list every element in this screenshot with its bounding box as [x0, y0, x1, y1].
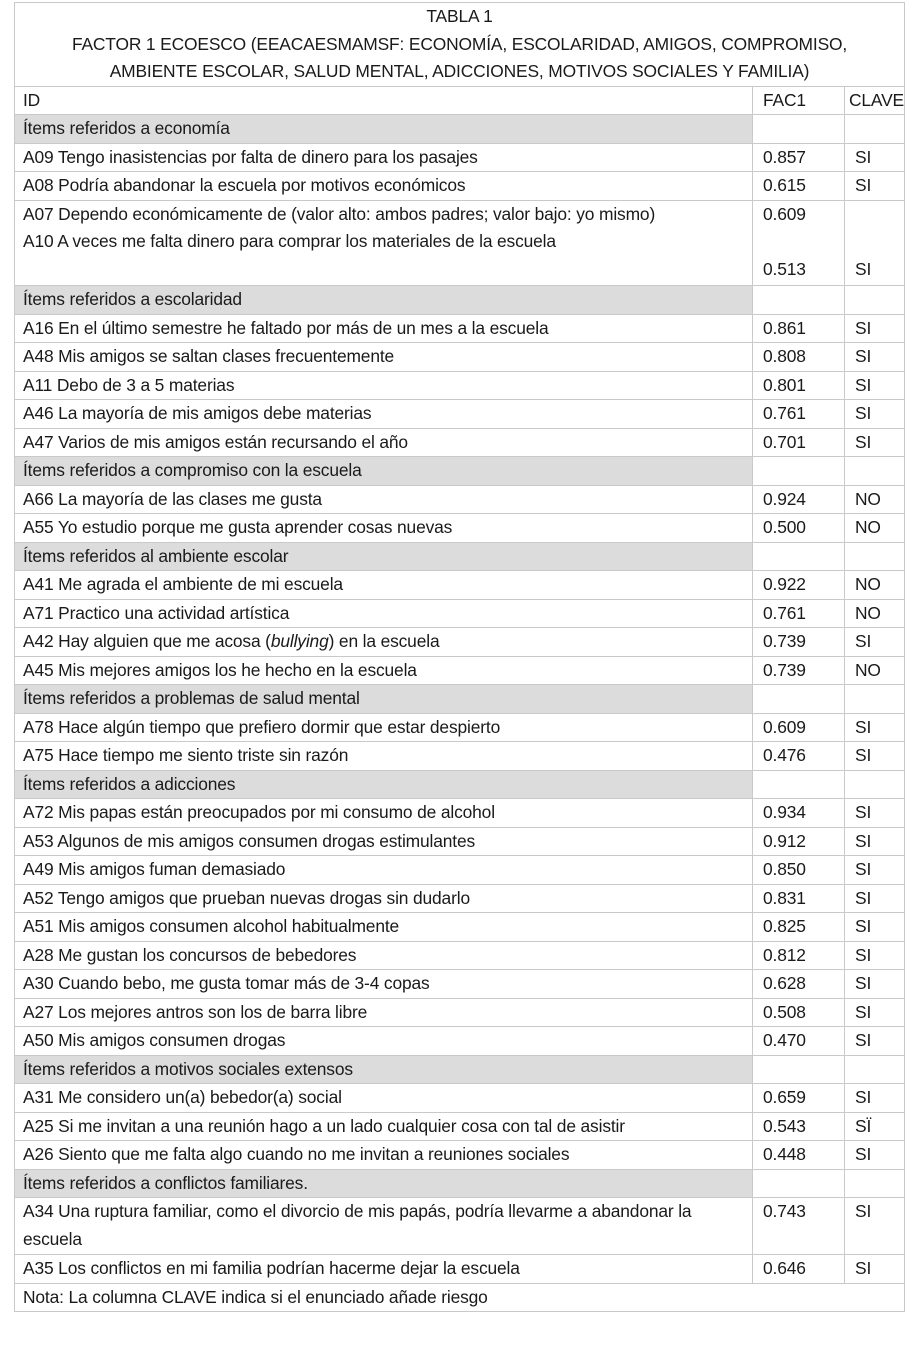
table-row — [15, 1027, 905, 1056]
section-fac-empty — [753, 457, 845, 486]
fac1-value: 0.448 — [753, 1141, 845, 1170]
section-label: Ítems referidos al ambiente escolar — [15, 542, 753, 571]
fac1-value: 0.857 — [753, 143, 845, 172]
section-fac-empty — [753, 1055, 845, 1084]
section-fac-empty — [753, 685, 845, 714]
table-row — [15, 485, 905, 514]
fac1-value: 0.500 — [753, 514, 845, 543]
fac1-value: 0.508 — [753, 998, 845, 1027]
fac1-value: 0.924 — [753, 485, 845, 514]
fac1-value: 0.801 — [753, 371, 845, 400]
item-text: A78 Hace algún tiempo que prefiero dormir que estar despierto — [15, 713, 753, 742]
fac1-value: 0.628 — [753, 970, 845, 999]
fac1-value: 0.739 — [753, 656, 845, 685]
table-row — [15, 314, 905, 343]
header-clave: CLAVE — [845, 86, 905, 115]
item-text: A11 Debo de 3 a 5 materias — [15, 371, 753, 400]
table-row — [15, 172, 905, 201]
clave-value: SI — [845, 400, 905, 429]
section-fac-empty — [753, 115, 845, 144]
table-row — [15, 998, 905, 1027]
table-row — [15, 428, 905, 457]
clave-value: NO — [845, 485, 905, 514]
item-text: A72 Mis papas están preocupados por mi consumo de alcohol — [15, 799, 753, 828]
item-text: A66 La mayoría de las clases me gusta — [15, 485, 753, 514]
clave-value: SI — [845, 1141, 905, 1170]
table-container — [14, 2, 904, 1312]
section-fac-empty — [753, 770, 845, 799]
item-text: A52 Tengo amigos que prueban nuevas drogas sin dudarlo — [15, 884, 753, 913]
fac1-value: 0.922 — [753, 571, 845, 600]
section-label: Ítems referidos a escolaridad — [15, 286, 753, 315]
fac1-value — [753, 200, 845, 286]
fac1-value: 0.812 — [753, 941, 845, 970]
table-row — [15, 143, 905, 172]
item-text: A27 Los mejores antros son los de barra libre — [15, 998, 753, 1027]
table-row — [15, 400, 905, 429]
clave-value: SI — [845, 628, 905, 657]
item-text: A71 Practico una actividad artística — [15, 599, 753, 628]
fac1-value: 0.609 — [753, 713, 845, 742]
fac1-value: 0.850 — [753, 856, 845, 885]
fac1-value: 0.934 — [753, 799, 845, 828]
item-text: A53 Algunos de mis amigos consumen drogas estimulantes — [15, 827, 753, 856]
table-row — [15, 571, 905, 600]
item-text-italic: bullying — [270, 631, 329, 651]
fac1-value: 0.646 — [753, 1255, 845, 1284]
fac1-value: 0.659 — [753, 1084, 845, 1113]
item-text-part: A42 Hay alguien que me acosa ( — [23, 631, 271, 651]
table-row — [15, 884, 905, 913]
section-label: Ítems referidos a compromiso con la escuela — [15, 457, 753, 486]
item-text: A48 Mis amigos se saltan clases frecuentemente — [15, 343, 753, 372]
item-text — [15, 628, 753, 657]
section-label: Ítems referidos a problemas de salud mental — [15, 685, 753, 714]
section-row — [15, 542, 905, 571]
item-text: A50 Mis amigos consumen drogas — [15, 1027, 753, 1056]
item-text: A51 Mis amigos consumen alcohol habitualmente — [15, 913, 753, 942]
section-row — [15, 457, 905, 486]
table-row — [15, 1084, 905, 1113]
fac1-value: 0.476 — [753, 742, 845, 771]
clave-value: SÏ — [845, 1112, 905, 1141]
table-row — [15, 628, 905, 657]
clave-value: SI — [845, 314, 905, 343]
item-text: A45 Mis mejores amigos los he hecho en la escuela — [15, 656, 753, 685]
factor-table — [14, 2, 905, 1312]
clave-value: SI — [845, 713, 905, 742]
item-text-part: ) en la escuela — [328, 631, 440, 651]
table-row — [15, 941, 905, 970]
section-row — [15, 770, 905, 799]
table-row — [15, 1141, 905, 1170]
clave-value: SI — [845, 172, 905, 201]
fac1-value: 0.761 — [753, 599, 845, 628]
clave-value: SI — [845, 343, 905, 372]
clave-value: SI — [845, 941, 905, 970]
fac1-value-line: 0.609 — [763, 203, 806, 224]
item-text: A16 En el último semestre he faltado por más de un mes a la escuela — [15, 314, 753, 343]
clave-value: SI — [845, 1084, 905, 1113]
item-text-line: A07 Dependo económicamente de (valor alto: ambos padres; valor bajo: yo mismo) — [23, 203, 656, 224]
table-row — [15, 713, 905, 742]
item-text: A47 Varios de mis amigos están recursando el año — [15, 428, 753, 457]
table-note: Nota: La columna CLAVE indica si el enunciado añade riesgo — [15, 1283, 905, 1312]
fac1-value: 0.831 — [753, 884, 845, 913]
clave-value: SI — [845, 970, 905, 999]
table-title — [15, 3, 905, 87]
clave-value: NO — [845, 599, 905, 628]
section-label: Ítems referidos a adicciones — [15, 770, 753, 799]
title-line-2: FACTOR 1 ECOESCO (EEACAESMAMSF: ECONOMÍA, ESCOLARIDAD, AMIGOS, COMPROMISO, — [71, 33, 848, 54]
header-fac1: FAC1 — [753, 86, 845, 115]
section-label: Ítems referidos a conflictos familiares. — [15, 1169, 753, 1198]
fac1-value: 0.470 — [753, 1027, 845, 1056]
clave-value: SI — [845, 856, 905, 885]
fac1-value: 0.615 — [753, 172, 845, 201]
clave-value: SI — [845, 428, 905, 457]
clave-value: SI — [845, 998, 905, 1027]
item-text: A49 Mis amigos fuman demasiado — [15, 856, 753, 885]
clave-value: NO — [845, 514, 905, 543]
clave-value: SI — [845, 1198, 905, 1255]
clave-value: SI — [845, 913, 905, 942]
table-row — [15, 799, 905, 828]
item-text: A25 Si me invitan a una reunión hago a un lado cualquier cosa con tal de asistir — [15, 1112, 753, 1141]
clave-value — [845, 200, 905, 286]
section-row — [15, 1055, 905, 1084]
note-row — [15, 1283, 905, 1312]
fac1-value: 0.543 — [753, 1112, 845, 1141]
section-clave-empty — [845, 542, 905, 571]
fac1-value: 0.761 — [753, 400, 845, 429]
item-text: A34 Una ruptura familiar, como el divorcio de mis papás, podría llevarme a abandonar la escuela — [15, 1198, 753, 1255]
clave-value: SI — [845, 1255, 905, 1284]
clave-value-line — [855, 201, 904, 256]
item-text-line: A10 A veces me falta dinero para comprar los materiales de la escuela — [23, 231, 556, 251]
table-row — [15, 514, 905, 543]
table-row — [15, 599, 905, 628]
table-row — [15, 742, 905, 771]
section-fac-empty — [753, 286, 845, 315]
clave-value: SI — [845, 884, 905, 913]
table-row — [15, 970, 905, 999]
fac1-value: 0.808 — [753, 343, 845, 372]
table-row — [15, 343, 905, 372]
table-row — [15, 1255, 905, 1284]
clave-value: SI — [845, 742, 905, 771]
section-clave-empty — [845, 770, 905, 799]
title-line-1: TABLA 1 — [426, 6, 493, 26]
title-line-3: AMBIENTE ESCOLAR, SALUD MENTAL, ADICCIONES, MOTIVOS SOCIALES Y FAMILIA) — [109, 61, 810, 81]
fac1-value: 0.912 — [753, 827, 845, 856]
fac1-value-line: 0.513 — [763, 258, 806, 279]
header-id: ID — [15, 86, 753, 115]
table-row — [15, 1198, 905, 1255]
section-row — [15, 115, 905, 144]
item-text: A46 La mayoría de mis amigos debe materias — [15, 400, 753, 429]
item-text: A28 Me gustan los concursos de bebedores — [15, 941, 753, 970]
item-text: A30 Cuando bebo, me gusta tomar más de 3-4 copas — [15, 970, 753, 999]
clave-value: NO — [845, 571, 905, 600]
section-clave-empty — [845, 286, 905, 315]
item-text: A35 Los conflictos en mi familia podrían hacerme dejar la escuela — [15, 1255, 753, 1284]
table-row — [15, 656, 905, 685]
clave-value: SI — [845, 371, 905, 400]
section-fac-empty — [753, 1169, 845, 1198]
section-clave-empty — [845, 1055, 905, 1084]
fac1-value: 0.701 — [753, 428, 845, 457]
table-row — [15, 856, 905, 885]
section-label: Ítems referidos a economía — [15, 115, 753, 144]
table-title-row — [15, 3, 905, 87]
section-label: Ítems referidos a motivos sociales extensos — [15, 1055, 753, 1084]
section-row — [15, 685, 905, 714]
table-row — [15, 200, 905, 286]
table-row — [15, 913, 905, 942]
item-text: A31 Me considero un(a) bebedor(a) social — [15, 1084, 753, 1113]
header-row — [15, 86, 905, 115]
clave-value-line: SI — [855, 258, 872, 279]
clave-value: SI — [845, 143, 905, 172]
item-text — [15, 200, 753, 286]
section-clave-empty — [845, 115, 905, 144]
table-row — [15, 1112, 905, 1141]
table-row — [15, 371, 905, 400]
section-clave-empty — [845, 457, 905, 486]
section-fac-empty — [753, 542, 845, 571]
fac1-value: 0.743 — [753, 1198, 845, 1255]
table-row — [15, 827, 905, 856]
clave-value: SI — [845, 1027, 905, 1056]
item-text: A09 Tengo inasistencias por falta de dinero para los pasajes — [15, 143, 753, 172]
clave-value: SI — [845, 799, 905, 828]
fac1-value: 0.861 — [753, 314, 845, 343]
clave-value: SI — [845, 827, 905, 856]
item-text: A26 Siento que me falta algo cuando no me invitan a reuniones sociales — [15, 1141, 753, 1170]
item-text: A75 Hace tiempo me siento triste sin razón — [15, 742, 753, 771]
clave-value: NO — [845, 656, 905, 685]
item-text: A41 Me agrada el ambiente de mi escuela — [15, 571, 753, 600]
section-clave-empty — [845, 685, 905, 714]
fac1-value: 0.739 — [753, 628, 845, 657]
item-text: A08 Podría abandonar la escuela por motivos económicos — [15, 172, 753, 201]
item-text: A55 Yo estudio porque me gusta aprender cosas nuevas — [15, 514, 753, 543]
section-clave-empty — [845, 1169, 905, 1198]
section-row — [15, 1169, 905, 1198]
section-row — [15, 286, 905, 315]
fac1-value: 0.825 — [753, 913, 845, 942]
